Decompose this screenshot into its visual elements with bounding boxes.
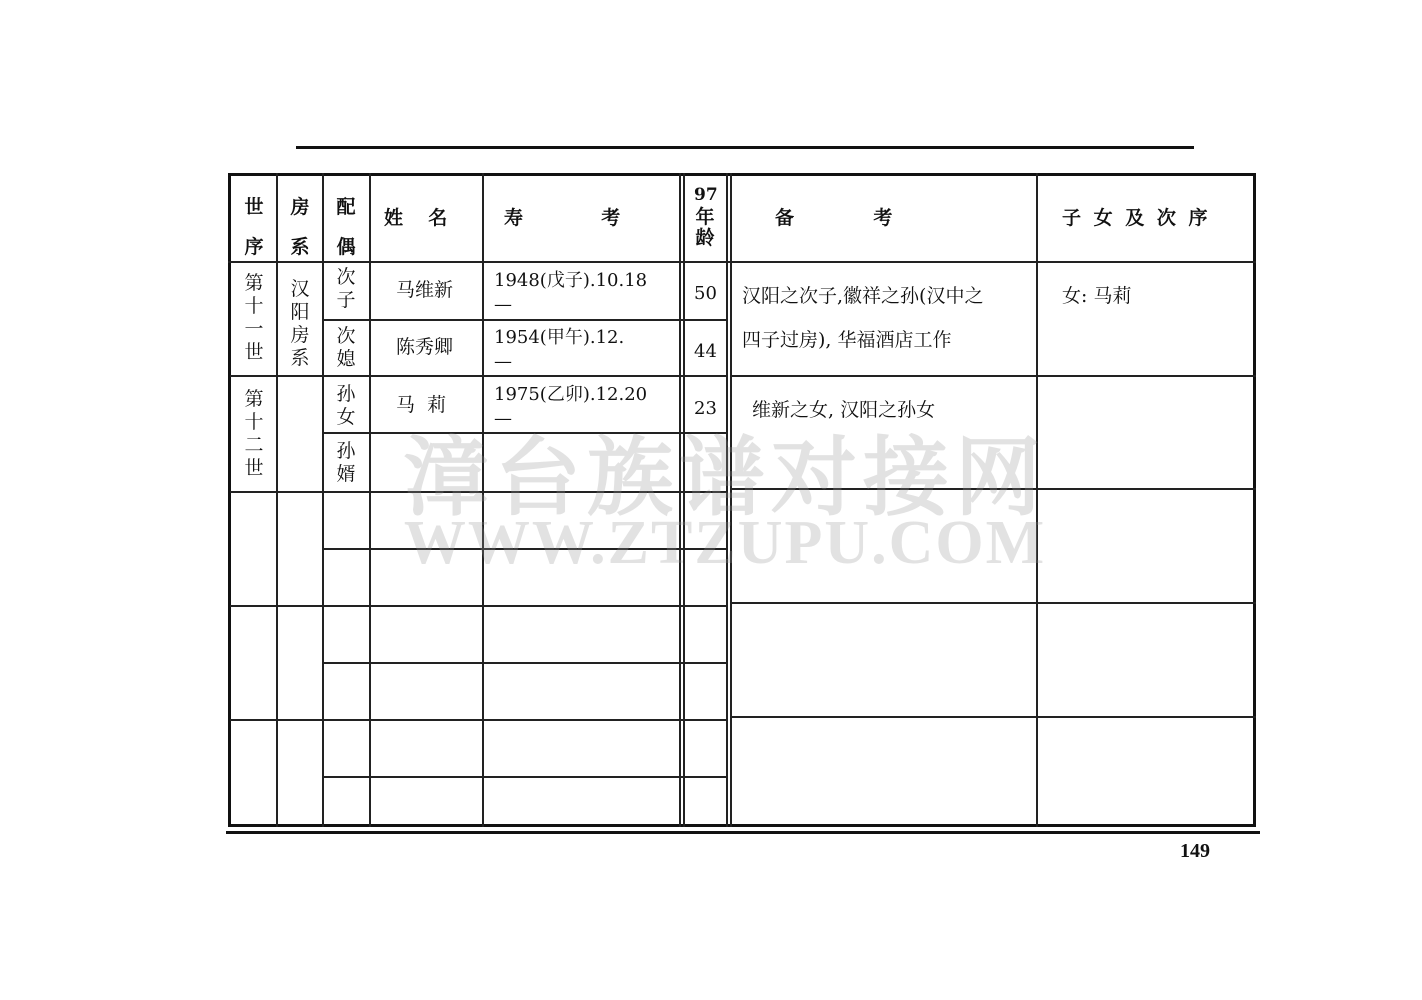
- row-divider: [230, 491, 322, 493]
- bottom-rule: [226, 831, 1260, 834]
- page-number: 149: [1180, 840, 1210, 862]
- row-divider: [322, 605, 726, 607]
- top-rule: [296, 146, 1194, 149]
- row-divider: [322, 319, 726, 321]
- watermark-title: 漳台族谱对接网: [403, 427, 1047, 528]
- name-cell: 马维新: [396, 279, 454, 301]
- relation-cell: 次子: [336, 266, 356, 311]
- row-divider: [230, 719, 322, 721]
- row-divider: [230, 375, 276, 377]
- row-divider: [730, 716, 1256, 718]
- header-spouse: 配偶: [336, 196, 356, 258]
- lifespan-dash: —: [494, 294, 512, 315]
- remarks-text: 维新之女, 汉阳之孙女: [752, 399, 936, 421]
- header-age-year: 97: [694, 185, 718, 205]
- header-lifespan: 寿 考: [504, 207, 625, 229]
- lifespan-dash: —: [494, 351, 512, 372]
- row-divider: [730, 602, 1256, 604]
- header-divider: [228, 261, 1256, 263]
- relation-cell: 次媳: [336, 325, 356, 370]
- relation-cell: 孙女: [336, 383, 356, 428]
- header-age: 年龄: [695, 206, 715, 249]
- header-name: 姓 名: [384, 207, 452, 229]
- generation-twelfth: 第十二世: [244, 388, 264, 479]
- row-divider: [322, 719, 726, 721]
- header-children: 子 女 及 次 序: [1062, 207, 1211, 229]
- relation-cell: 孙婿: [336, 440, 356, 485]
- age-cell: 23: [694, 398, 717, 419]
- row-divider: [276, 375, 322, 377]
- header-remarks: 备 考: [775, 207, 893, 229]
- name-cell: 陈秀卿: [396, 336, 454, 358]
- lifespan-cell: 1948(戊子).10.18: [494, 270, 648, 291]
- remarks-text: 汉阳之次子,徽祥之孙(汉中之: [742, 285, 984, 307]
- watermark-url: WWW.ZTZUPU.COM: [403, 509, 1047, 577]
- row-divider: [322, 375, 726, 377]
- column-divider: [276, 173, 278, 827]
- remarks-text: 四子过房), 华福酒店工作: [742, 329, 952, 351]
- header-branch: 房系: [290, 196, 310, 258]
- generation-eleventh: 第十一世: [244, 272, 264, 363]
- children-value: 女: 马莉: [1062, 285, 1132, 307]
- row-divider: [230, 605, 322, 607]
- row-divider: [322, 776, 726, 778]
- age-cell: 50: [694, 283, 717, 304]
- name-cell: 马 莉: [396, 394, 447, 416]
- column-divider: [369, 173, 371, 827]
- age-cell: 44: [694, 341, 717, 362]
- column-divider: [322, 173, 324, 827]
- lifespan-dash: —: [494, 408, 512, 429]
- header-generation: 世序: [244, 196, 264, 258]
- branch-value: 汉阳房系: [290, 278, 310, 369]
- row-divider: [322, 662, 726, 664]
- row-divider: [730, 375, 1256, 377]
- lifespan-cell: 1975(乙卯).12.20: [494, 384, 648, 405]
- lifespan-cell: 1954(甲午).12.: [494, 327, 625, 348]
